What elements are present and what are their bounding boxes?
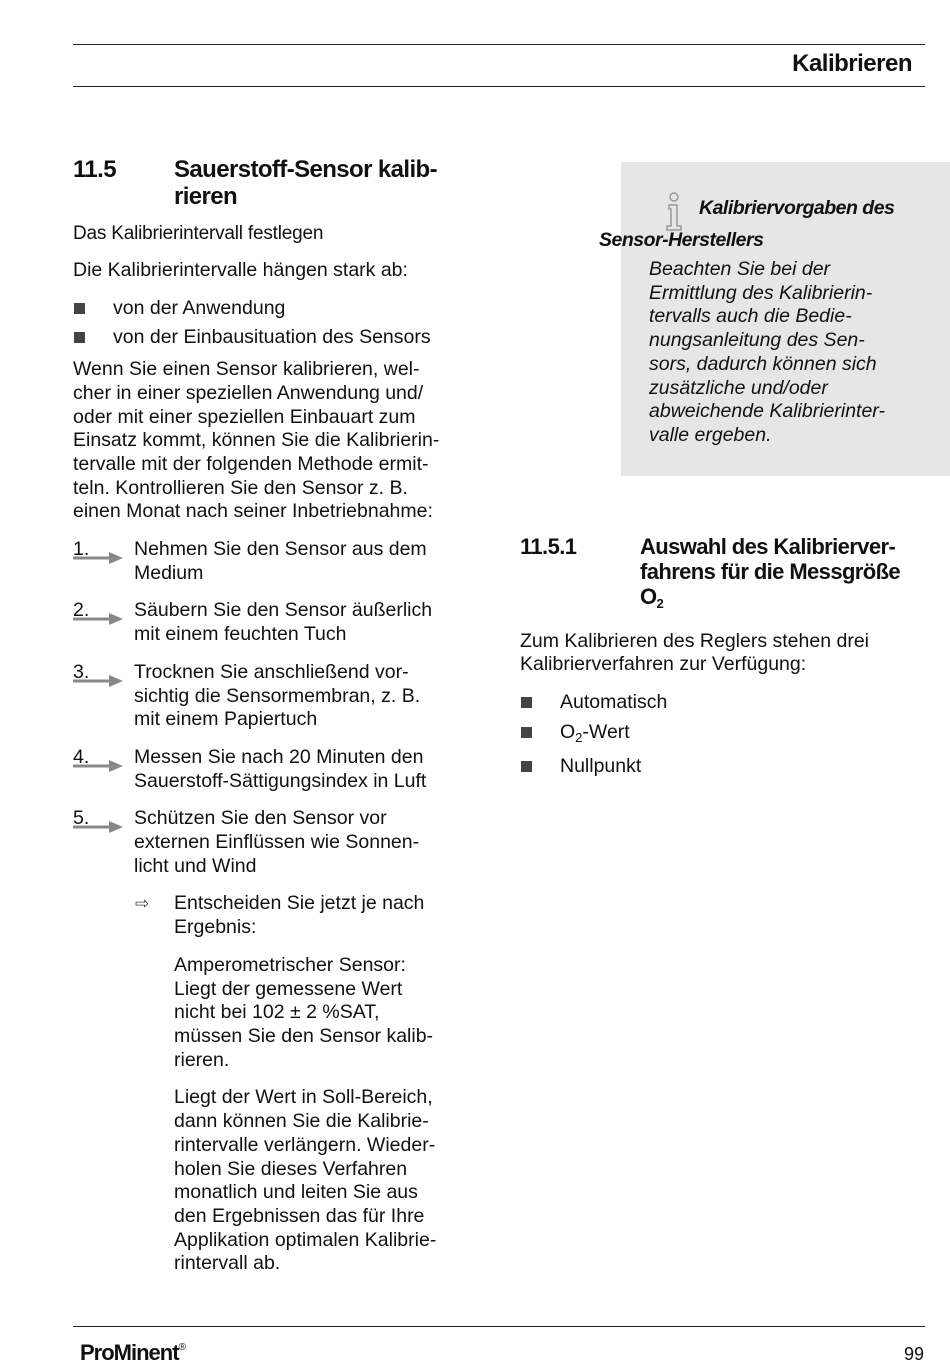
right-column bbox=[520, 162, 925, 785]
step-number: 1. bbox=[73, 538, 90, 561]
list-item: von der Einbausituation des Sensors bbox=[73, 326, 473, 350]
section-title-line-2: rieren bbox=[174, 183, 238, 210]
subsection-title: Auswahl des Kalibrierver- fahrens für die Messgröße $O_2$ bbox=[640, 533, 901, 611]
step-item: 3. Trocknen Sie anschließend vor- sichtig die Sensormembran, z. B. mit einem Papiertuch bbox=[73, 660, 421, 731]
square-bullet-icon bbox=[521, 697, 532, 708]
info-icon bbox=[661, 192, 687, 232]
info-body: Beachten Sie bei der Ermittlung des Kalibrierin- tervalls auch die Bedie- nungsanleitung des Sen- sors, dadurch können sich zusätzliche und/oder abweichende Kalibrierinter- valle ergeben. bbox=[649, 258, 885, 446]
section-number: 11.5 bbox=[73, 156, 116, 183]
procedure-steps bbox=[73, 538, 473, 878]
square-bullet-icon bbox=[74, 303, 85, 314]
step-marker bbox=[73, 807, 125, 835]
left-column bbox=[73, 156, 473, 1290]
step-item: 2. Säubern Sie den Sensor äußerlich mit einem feuchten Tuch bbox=[73, 599, 433, 646]
result-block bbox=[73, 892, 473, 1276]
square-bullet-icon bbox=[74, 332, 85, 343]
list-item: Automatisch bbox=[520, 691, 925, 715]
step-arrow-icon bbox=[73, 612, 125, 626]
step-item: 1. Nehmen Sie den Sensor aus dem Medium bbox=[73, 538, 427, 584]
step-number: 4. bbox=[73, 745, 90, 768]
result-arrow-icon: ⇨ bbox=[135, 894, 150, 914]
header-top-rule bbox=[73, 44, 925, 45]
calibration-methods-list bbox=[520, 691, 925, 779]
step-marker bbox=[73, 746, 125, 774]
step-item: 5. Schützen Sie den Sensor vor externen Einflüssen wie Sonnen- licht und Wind bbox=[73, 807, 420, 877]
method-paragraph: Wenn Sie einen Sensor kalibrieren, wel- cher in einer speziellen Anwendung und/ oder mit einer speziellen Einbauart zum Einsatz kommt, können Sie die Kalibrierin- tervalle mit der folgenden Methode ermit- teln. Kontrollieren Sie den Sensor z. B. einen Monat nach seiner Inbetriebnahme: bbox=[73, 358, 440, 523]
info-title: Kalibriervorgaben des Sensor-Herstellers bbox=[599, 197, 895, 251]
step-number: 3. bbox=[73, 660, 90, 683]
header-bottom-rule bbox=[73, 86, 925, 87]
footer-rule bbox=[73, 1326, 925, 1327]
subsection-heading bbox=[520, 534, 925, 616]
list-item: Nullpunkt bbox=[520, 755, 925, 779]
square-bullet-icon bbox=[521, 761, 532, 772]
info-box bbox=[599, 162, 950, 476]
list-item: $O_2$-Wert bbox=[520, 721, 925, 750]
step-item: 4. Messen Sie nach 20 Minuten den Sauerstoff-Sättigungsindex in Luft bbox=[73, 745, 427, 792]
section-title-line-1: Sauerstoff-Sensor kalib- bbox=[174, 156, 437, 183]
step-arrow-icon bbox=[73, 759, 125, 773]
section-heading bbox=[73, 156, 473, 210]
subheading: Das Kalibrierintervall festlegen bbox=[73, 223, 324, 244]
dependency-list bbox=[73, 297, 473, 350]
step-marker bbox=[73, 661, 125, 689]
step-arrow-icon bbox=[73, 551, 125, 565]
list-item: von der Anwendung bbox=[73, 297, 473, 321]
intro-text: Die Kalibrierintervalle hängen stark ab: bbox=[73, 259, 408, 281]
header-title: Kalibrieren bbox=[792, 50, 912, 77]
section-title bbox=[174, 156, 473, 210]
step-marker bbox=[73, 538, 125, 566]
subsection-number: 11.5.1 bbox=[520, 533, 577, 559]
step-arrow-icon bbox=[73, 674, 125, 688]
step-number: 2. bbox=[73, 599, 90, 622]
step-arrow-icon bbox=[73, 820, 125, 834]
result-paragraph-1: Amperometrischer Sensor: Liegt der gemessene Wert nicht bei 102 ± 2 %SAT, müssen Sie den Sensor kalib- rieren. bbox=[174, 953, 434, 1071]
subsection-intro: Zum Kalibrieren des Reglers stehen drei Kalibrierverfahren zur Verfügung: bbox=[520, 629, 870, 676]
result-instruction: Entscheiden Sie jetzt je nach Ergebnis: bbox=[174, 892, 425, 939]
brand-logo: ProMinent® bbox=[80, 1340, 185, 1365]
page-number: 99 bbox=[903, 1344, 924, 1364]
step-marker bbox=[73, 599, 125, 627]
result-paragraph-2: Liegt der Wert in Soll-Bereich, dann können Sie die Kalibrie- rintervalle verlängern. Wieder- holen Sie dieses Verfahren monatlich und leiten Sie aus den Ergebnissen das für Ihre Applikation optimalen Kalibrie- rintervall ab. bbox=[174, 1086, 437, 1275]
step-number: 5. bbox=[73, 807, 90, 830]
square-bullet-icon bbox=[521, 727, 532, 738]
